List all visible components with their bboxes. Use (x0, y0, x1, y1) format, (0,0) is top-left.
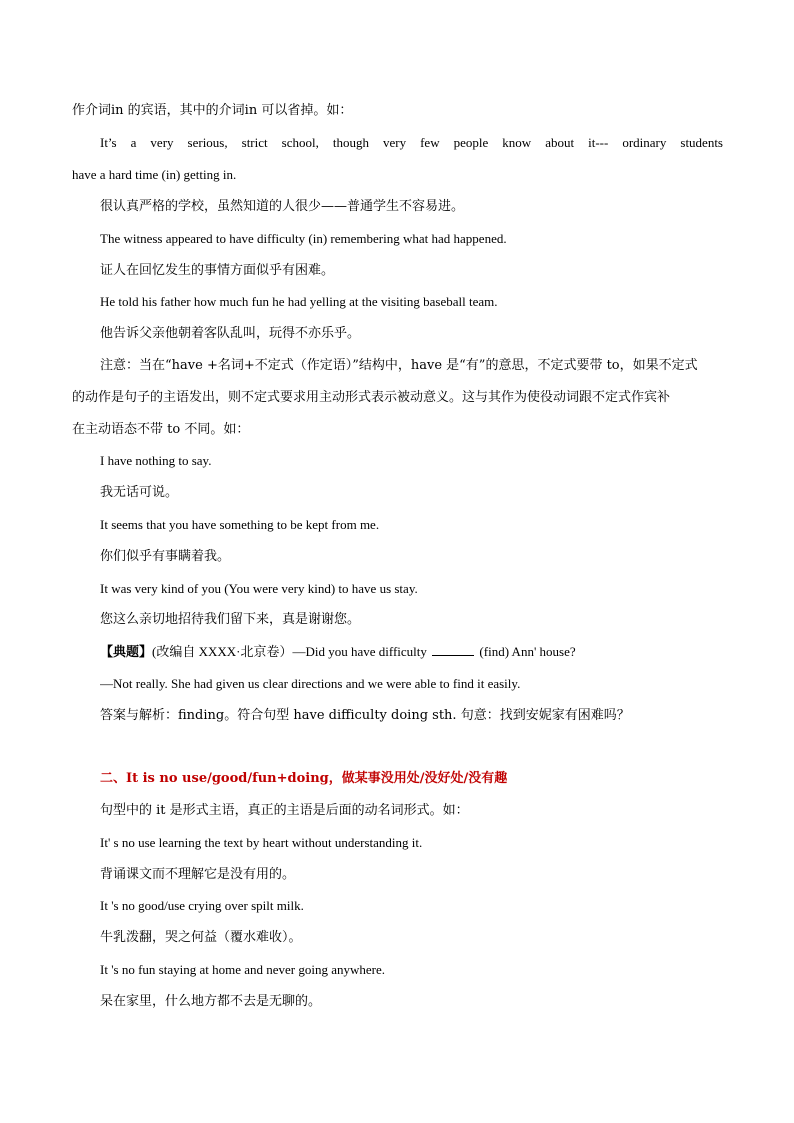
example-sentence-9: It 's no fun staying at home and never going anywhere. (100, 962, 386, 977)
translation-5: 你们似乎有事瞒着我。 (100, 549, 231, 564)
paragraph-intro: 作介词in 的宾语，其中的介词in 可以省掉。如： (72, 103, 353, 118)
translation-2: 证人在回忆发生的事情方面似乎有困难。 (100, 263, 335, 278)
example-sentence-1a: It’s a very serious, strict school, though very few people know about it--- ordinary students (100, 135, 723, 150)
answer-blank[interactable] (432, 643, 474, 656)
translation-8: 牛乳泼翻，哭之何益（覆水难收）。 (100, 930, 302, 945)
example-sentence-5: It seems that you have something to be kept from me. (100, 517, 380, 532)
exercise-question (100, 643, 723, 661)
exercise-response: —Not really. She had given us clear directions and we were able to find it easily. (100, 676, 521, 691)
note-line-2: 的动作是句子的主语发出，则不定式要求用主动形式表示被动意义。这与其作为使役动词跟不定式作宾补 (72, 390, 671, 405)
translation-3: 他告诉父亲他朝着客队乱叫，玩得不亦乐乎。 (100, 326, 361, 341)
translation-7: 背诵课文而不理解它是没有用的。 (100, 867, 296, 882)
section-heading: 二、It is no use/good/fun+doing，做某事没用处/没好处/没有趣 (100, 771, 508, 786)
example-sentence-3: He told his father how much fun he had yelling at the visiting baseball team. (100, 294, 498, 309)
example-sentence-4: I have nothing to say. (100, 453, 212, 468)
example-sentence-7: It' s no use learning the text by heart without understanding it. (100, 835, 423, 850)
translation-1: 很认真严格的学校，虽然知道的人很少——普通学生不容易进。 (100, 199, 465, 214)
exercise-tag: 【典题】 (100, 644, 153, 659)
exercise-question-text: (改编自 XXXX·北京卷）—Did you have difficulty (152, 644, 427, 659)
example-sentence-6: It was very kind of you (You were very kind) to have us stay. (100, 581, 418, 596)
note-line-1: 注意：当在“have +名词+不定式（作定语）”结构中，have 是“有”的意思，不定式要带 to，如果不定式 (100, 358, 698, 373)
section-explanation: 句型中的 it 是形式主语，真正的主语是后面的动名词形式。如： (100, 803, 469, 818)
note-line-3: 在主动语态不带 to 不同。如： (72, 422, 250, 437)
translation-9: 呆在家里，什么地方都不去是无聊的。 (100, 994, 322, 1009)
translation-4: 我无话可说。 (100, 485, 179, 500)
translation-6: 您这么亲切地招待我们留下来，真是谢谢您。 (100, 612, 361, 627)
answer-analysis: 答案与解析：finding。符合句型 have difficulty doing sth. 句意：找到安妮家有困难吗？ (100, 708, 630, 723)
example-sentence-2: The witness appeared to have difficulty (in) remembering what had happened. (100, 231, 507, 246)
example-sentence-8: It 's no good/use crying over spilt milk. (100, 898, 304, 913)
exercise-question-tail: (find) Ann' house? (479, 644, 576, 659)
example-sentence-1b: have a hard time (in) getting in. (72, 167, 237, 182)
